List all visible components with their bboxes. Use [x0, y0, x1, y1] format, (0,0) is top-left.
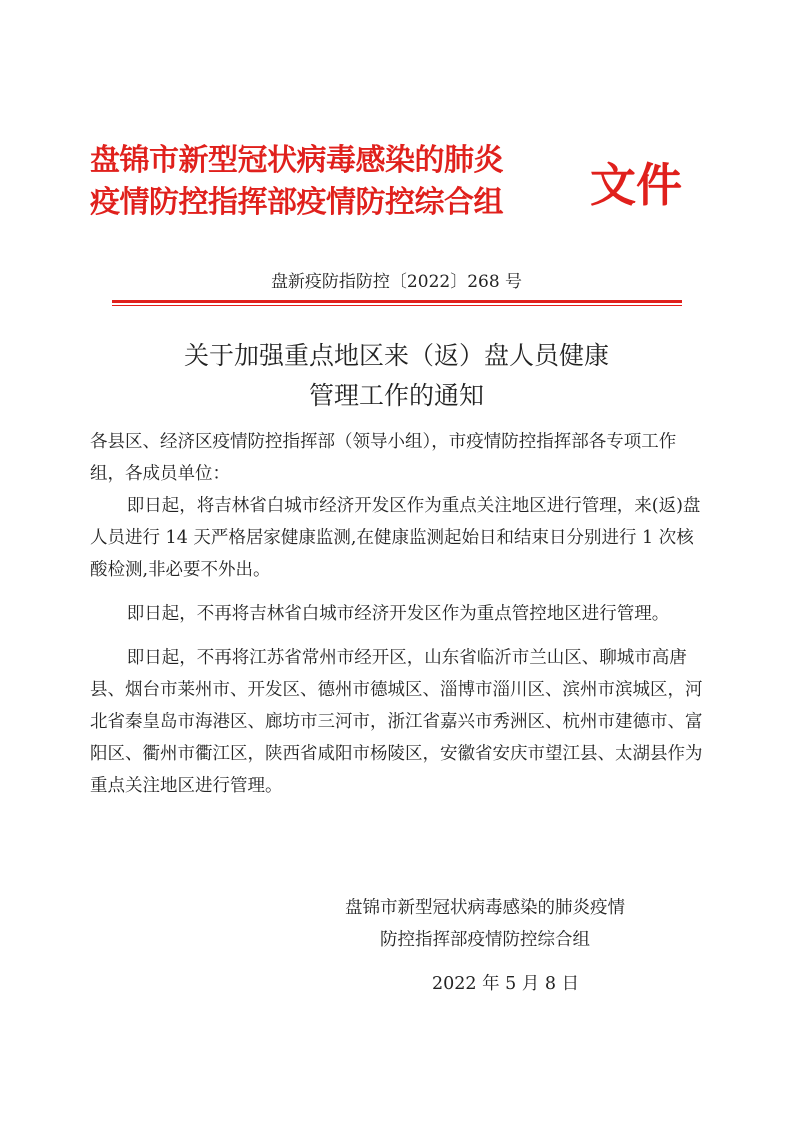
body-paragraph-3: 即日起，不再将江苏省常州市经开区，山东省临沂市兰山区、聊城市高唐县、烟台市莱州市、开发区、德州市德城区、淄博市淄川区、滨州市滨城区，河北省秦皇岛市海港区、廊坊市三河市，浙江省嘉兴市秀洲区、杭州市建德市、富阳区、衢州市衢江区，陕西省咸阳市杨陵区，安徽省安庆市望江县、太湖县作为重点关注地区进行管理。 — [90, 648, 703, 796]
document-title — [0, 336, 793, 416]
document-body — [90, 426, 710, 802]
signature-line-2: 防控指挥部疫情防控综合组 — [380, 930, 590, 950]
title-line-2: 管理工作的通知 — [308, 381, 484, 410]
signature-line-1: 盘锦市新型冠状病毒感染的肺炎疫情 — [345, 898, 625, 918]
recipients: 各县区、经济区疫情防控指挥部（领导小组），市疫情防控指挥部各专项工作组，各成员单位： — [90, 432, 677, 484]
red-divider-thin — [112, 305, 682, 306]
red-divider — [112, 300, 682, 303]
signature-date: 2022 年 5 月 8 日 — [432, 974, 580, 994]
document-type-label: 文件 — [590, 158, 682, 212]
body-paragraph-2: 即日起，不再将吉林省白城市经济开发区作为重点管控地区进行管理。 — [126, 604, 670, 624]
title-line-1: 关于加强重点地区来（返）盘人员健康 — [183, 341, 609, 370]
issuer-name — [90, 140, 570, 224]
body-paragraph-1: 即日起，将吉林省白城市经济开发区作为重点关注地区进行管理，来(返)盘人员进行 14 天严格居家健康监测,在健康监测起始日和结束日分别进行 1 次核酸检测,非必要不外出。 — [90, 496, 701, 580]
issuer-line-1: 盘锦市新型冠状病毒感染的肺炎 — [90, 143, 503, 178]
document-header — [90, 140, 710, 230]
issuer-line-2: 疫情防控指挥部疫情防控综合组 — [90, 185, 503, 220]
document-number: 盘新疫防指防控〔2022〕268 号 — [270, 272, 523, 292]
